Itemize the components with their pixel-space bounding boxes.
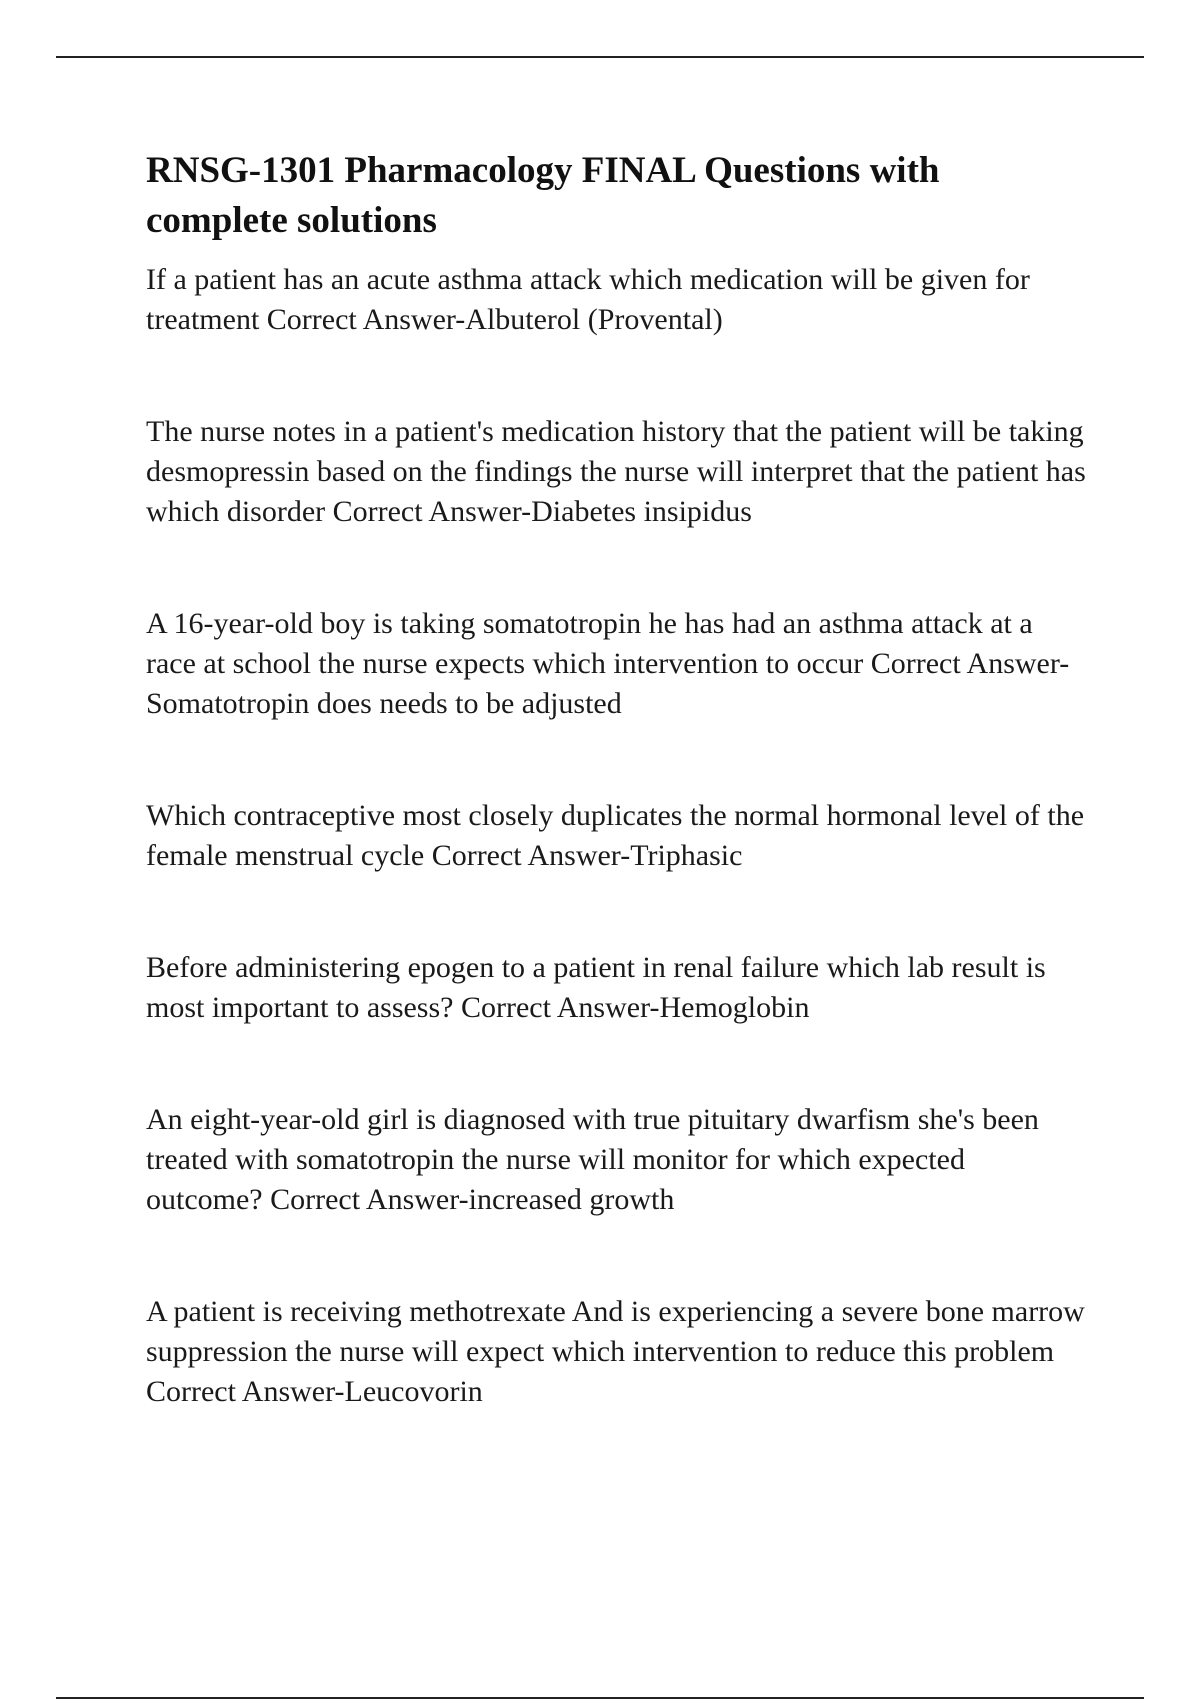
qa-item: An eight-year-old girl is diagnosed with true pituitary dwarfism she's been treated with somatotropin the nurse will monitor for which expected outcome? Correct Answer-increased growth xyxy=(146,1103,1039,1216)
bottom-divider xyxy=(56,1697,1144,1699)
qa-item: Before administering epogen to a patient in renal failure which lab result is most important to assess? Correct Answer-Hemoglobin xyxy=(146,951,1046,1024)
document-title: RNSG-1301 Pharmacology FINAL Questions with complete solutions xyxy=(146,150,940,241)
qa-item: The nurse notes in a patient's medication history that the patient will be taking desmopressin based on the findings the nurse will interpret that the patient has which disorder Correct Answer-Diabetes insipidus xyxy=(146,415,1086,528)
qa-item: A 16-year-old boy is taking somatotropin he has had an asthma attack at a race at school the nurse expects which intervention to occur Correct Answer-Somatotropin does needs to be adjusted xyxy=(146,607,1070,720)
top-divider xyxy=(56,56,1144,58)
qa-item: A patient is receiving methotrexate And is experiencing a severe bone marrow suppression the nurse will expect which intervention to reduce this problem Correct Answer-Leucovorin xyxy=(146,1295,1085,1408)
qa-item: Which contraceptive most closely duplicates the normal hormonal level of the female menstrual cycle Correct Answer-Triphasic xyxy=(146,799,1085,872)
qa-item: If a patient has an acute asthma attack which medication will be given for treatment Correct Answer-Albuterol (Provental) xyxy=(146,263,1030,336)
document-body xyxy=(146,146,1086,1412)
